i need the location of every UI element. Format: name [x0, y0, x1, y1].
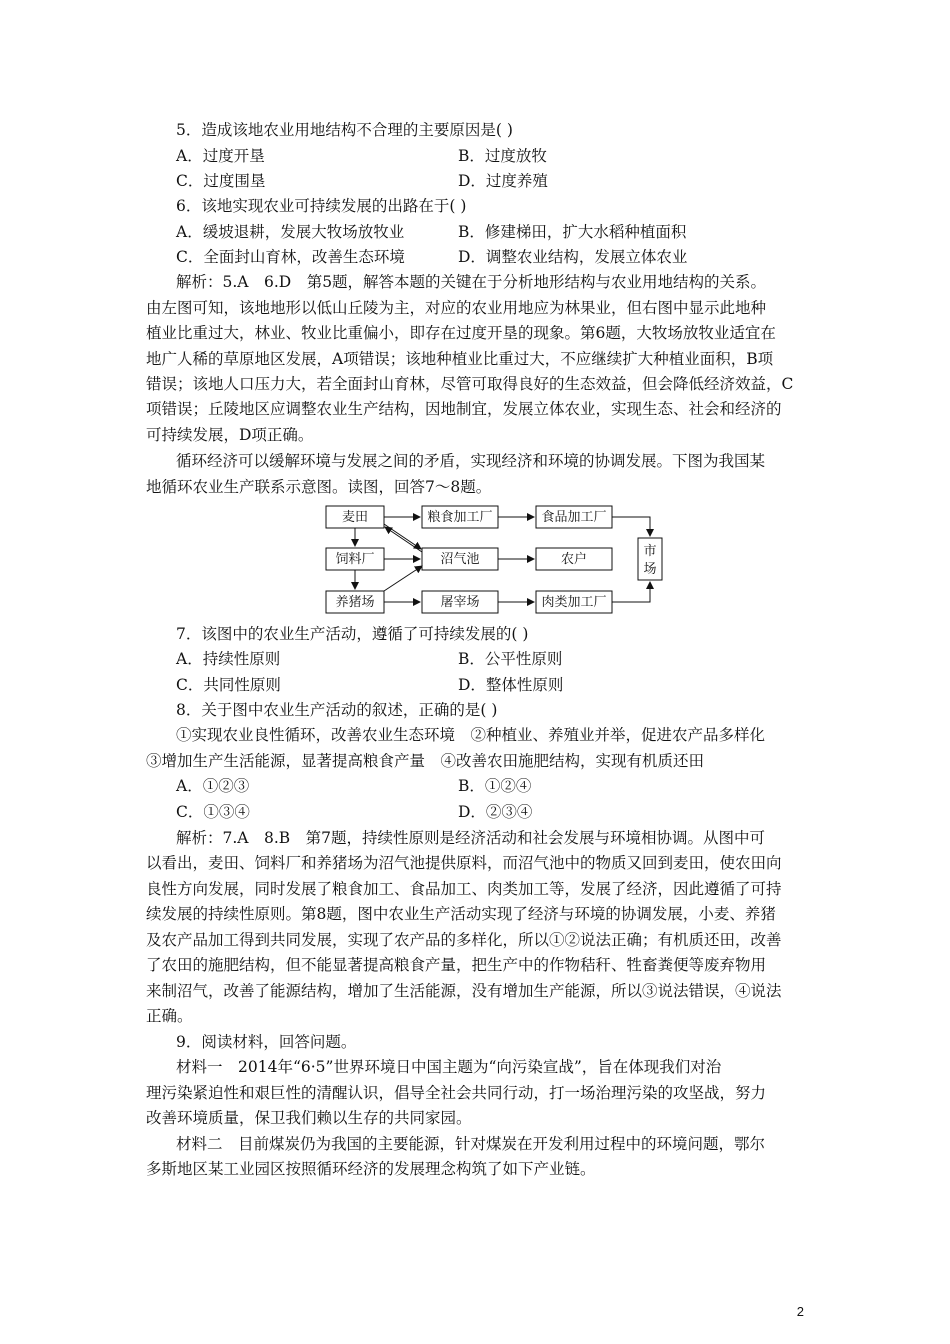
label-shipin: 食品加工厂: [541, 510, 607, 525]
analysis78-line: 良性方向发展，同时发展了粮食加工、食品加工、肉类加工等，发展了经济，因此遵循了可持: [146, 880, 782, 898]
analysis56-line: 错误；该地人口压力大，若全面封山育林，尽管可取得良好的生态效益，但会降低经济效益，C: [146, 375, 794, 393]
analysis78-line: 续发展的持续性原则。第8题，图中农业生产活动实现了经济与环境的协调发展，小麦、养猪: [146, 905, 776, 923]
q8-stem: 8．关于图中农业生产活动的叙述，正确的是( ): [176, 701, 498, 719]
q6-option-d: D．调整农业结构，发展立体农业: [458, 248, 688, 266]
analysis56-line: 项错误；丘陵地区应调整农业生产结构，因地制宜，发展立体农业，实现生态、社会和经济的: [146, 400, 782, 418]
q7-option-d: D．整体性原则: [458, 676, 564, 694]
label-nonghu: 农户: [560, 552, 588, 567]
analysis56-line: 地广人稀的草原地区发展，A项错误；该地种植业比重过大，不应继续扩大种植业面积，B项: [146, 350, 774, 368]
label-tuzai: 屠宰场: [440, 595, 480, 610]
page-number: 2: [796, 1304, 804, 1319]
q9-material1-line: 改善环境质量，保卫我们赖以生存的共同家园。: [146, 1109, 472, 1127]
analysis78-line: 解析：7.A 8.B 第7题，持续性原则是经济活动和社会发展与环境相协调。从图中可: [176, 829, 766, 847]
q6-stem: 6．该地实现农业可持续发展的出路在于( ): [176, 197, 467, 215]
q5-option-c: C．过度围垦: [176, 172, 266, 190]
q9-material1-line: 材料一 2014年“6·5”世界环境日中国主题为“向污染宣战”，旨在体现我们对治: [176, 1058, 722, 1076]
q5-option-a: A．过度开垦: [176, 147, 265, 165]
q8-option-d: D．②③④: [458, 803, 533, 821]
q8-option-b: B．①②④: [458, 777, 532, 795]
circular-agriculture-diagram: [310, 500, 680, 620]
label-shichang-2: 场: [643, 562, 657, 577]
label-siliao: 饲料厂: [335, 552, 375, 567]
q8-option-c: C．①③④: [176, 803, 250, 821]
q8-statement-line: ③增加生产生活能源，显著提高粮食产量 ④改善农田施肥结构，实现有机质还田: [146, 752, 705, 770]
analysis78-line: 以看出，麦田、饲料厂和养猪场为沼气池提供原料，而沼气池中的物质又回到麦田，使农田向: [146, 854, 782, 872]
q5-option-b: B．过度放牧: [458, 147, 547, 165]
label-liangshi: 粮食加工厂: [427, 510, 493, 525]
analysis78-line: 正确。: [146, 1007, 193, 1025]
label-shichang-1: 市: [643, 544, 657, 559]
analysis56-line: 解析：5.A 6.D 第5题，解答本题的关键在于分析地形结构与农业用地结构的关系。: [176, 273, 767, 291]
analysis78-line: 及农产品加工得到共同发展，实现了农产品的多样化，所以①②说法正确；有机质还田，改善: [146, 931, 782, 949]
q9-material1-line: 理污染紧迫性和艰巨性的清醒认识，倡导全社会共同行动，打一场治理污染的攻坚战，努力: [146, 1084, 767, 1102]
q9-material2-line: 材料二 目前煤炭仍为我国的主要能源，针对煤炭在开发利用过程中的环境问题，鄂尔: [176, 1135, 766, 1153]
label-roulei: 肉类加工厂: [541, 595, 607, 610]
intro78-line: 地循环农业生产联系示意图。读图，回答7～8题。: [146, 478, 492, 496]
analysis78-line: 了农田的施肥结构，但不能显著提高粮食产量，把生产中的作物秸秆、牲畜粪便等废弃物用: [146, 956, 767, 974]
q7-option-c: C．共同性原则: [176, 676, 281, 694]
label-maitian: 麦田: [341, 510, 369, 525]
q7-option-b: B．公平性原则: [458, 650, 563, 668]
analysis78-line: 来制沼气，改善了能源结构，增加了生活能源，没有增加生产能源，所以③说法错误，④说法: [146, 982, 782, 1000]
label-zhaoqi: 沼气池: [440, 552, 480, 567]
q5-option-d: D．过度养殖: [458, 172, 548, 190]
q5-stem: 5．造成该地农业用地结构不合理的主要原因是( ): [176, 121, 513, 139]
q6-option-a: A．缓坡退耕，发展大牧场放牧业: [176, 223, 405, 241]
q9-stem: 9．阅读材料，回答问题。: [176, 1033, 357, 1051]
q9-material2-line: 多斯地区某工业园区按照循环经济的发展理念构筑了如下产业链。: [146, 1160, 596, 1178]
q8-option-a: A．①②③: [176, 777, 250, 795]
q6-option-c: C．全面封山育林，改善生态环境: [176, 248, 405, 266]
analysis56-line: 由左图可知，该地地形以低山丘陵为主，对应的农业用地应为林果业，但右图中显示此地种: [146, 299, 767, 317]
label-yangzhu: 养猪场: [335, 595, 375, 610]
q7-stem: 7．该图中的农业生产活动，遵循了可持续发展的( ): [176, 625, 529, 643]
q7-option-a: A．持续性原则: [176, 650, 281, 668]
analysis56-line: 植业比重过大，林业、牧业比重偏小，即存在过度开垦的现象。第6题，大牧场放牧业适宜在: [146, 324, 776, 342]
intro78-line: 循环经济可以缓解环境与发展之间的矛盾，实现经济和环境的协调发展。下图为我国某: [176, 452, 766, 470]
q8-statement-line: ①实现农业良性循环，改善农业生态环境 ②种植业、养殖业并举，促进农产品多样化: [176, 726, 766, 744]
q6-option-b: B．修建梯田，扩大水稻种植面积: [458, 223, 687, 241]
analysis56-line: 可持续发展，D项正确。: [146, 426, 314, 444]
